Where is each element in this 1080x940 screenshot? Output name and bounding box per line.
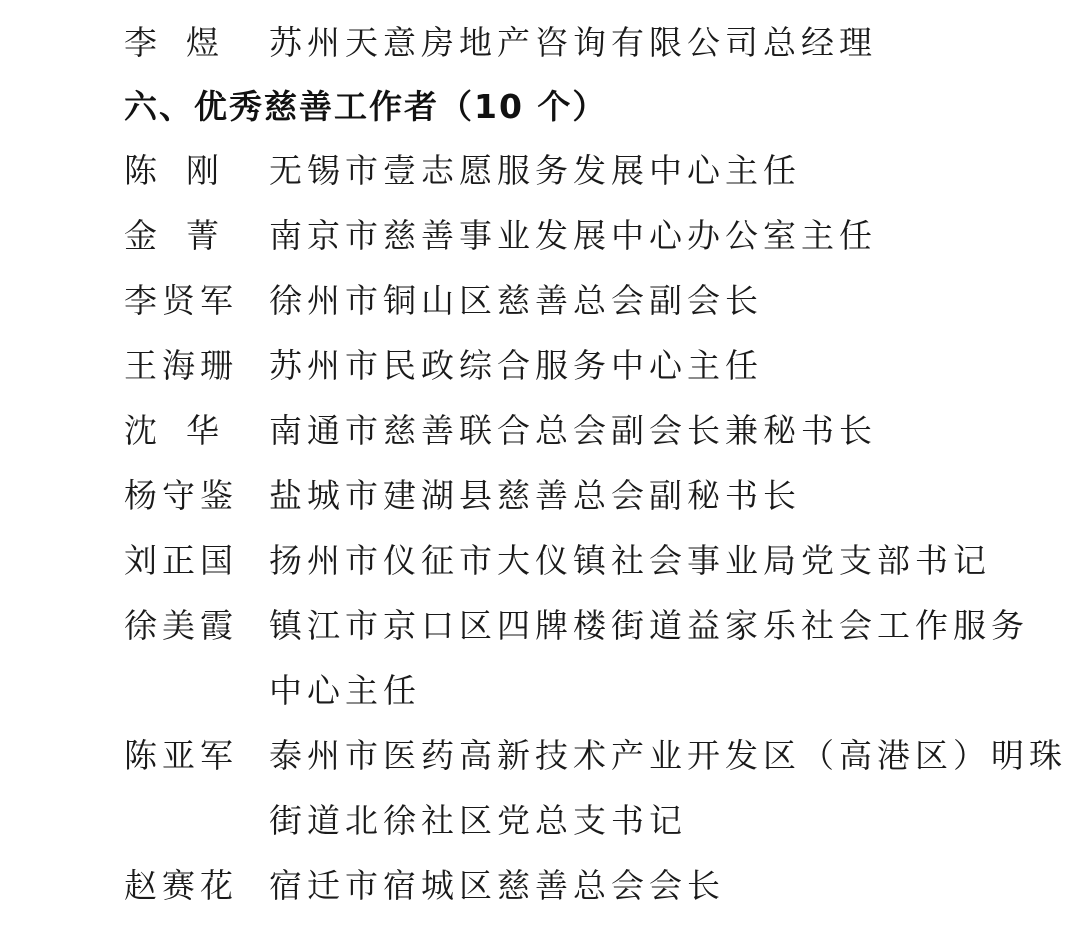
section-heading: 六、优秀慈善工作者（10 个） <box>124 86 608 126</box>
list-item <box>124 851 725 915</box>
person-role: 苏州市民政综合服务中心主任 <box>269 345 763 385</box>
list-item <box>124 136 801 200</box>
person-name <box>124 145 224 192</box>
person-role-continuation: 街道北徐社区党总支书记 <box>269 800 687 840</box>
person-role: 徐州市铜山区慈善总会副会长 <box>269 280 763 320</box>
person-role: 泰州市医药高新技术产业开发区（高港区）明珠 <box>269 735 1067 775</box>
list-item <box>124 396 877 460</box>
name-char: 金 <box>124 215 162 255</box>
person-name <box>124 17 224 64</box>
list-item <box>124 201 877 265</box>
name-char: 煜 <box>186 22 224 62</box>
person-name: 徐美霞 <box>124 605 238 645</box>
person-name: 赵赛花 <box>124 865 238 905</box>
name-char: 刚 <box>186 150 224 190</box>
person-role: 无锡市壹志愿服务发展中心主任 <box>269 150 801 190</box>
person-name: 杨守鉴 <box>124 475 238 515</box>
list-item <box>124 721 1067 785</box>
person-role: 南京市慈善事业发展中心办公室主任 <box>269 215 877 255</box>
person-role: 扬州市仪征市大仪镇社会事业局党支部书记 <box>269 540 991 580</box>
name-char: 李 <box>124 22 162 62</box>
person-name: 陈亚军 <box>124 735 238 775</box>
person-name: 李贤军 <box>124 280 238 320</box>
person-role: 镇江市京口区四牌楼街道益家乐社会工作服务 <box>269 605 1029 645</box>
list-item <box>124 331 763 395</box>
person-name: 刘正国 <box>124 540 238 580</box>
name-char: 华 <box>186 410 224 450</box>
list-item <box>124 8 877 72</box>
person-role: 宿迁市宿城区慈善总会会长 <box>269 865 725 905</box>
list-item <box>124 591 1029 655</box>
person-name <box>124 210 224 257</box>
person-role: 盐城市建湖县慈善总会副秘书长 <box>269 475 801 515</box>
list-item <box>124 526 991 590</box>
list-item <box>124 461 801 525</box>
person-name: 王海珊 <box>124 345 238 385</box>
person-name <box>124 405 224 452</box>
name-char: 菁 <box>186 215 224 255</box>
person-role: 苏州天意房地产咨询有限公司总经理 <box>269 22 877 62</box>
person-role: 南通市慈善联合总会副会长兼秘书长 <box>269 410 877 450</box>
name-char: 沈 <box>124 410 162 450</box>
person-role-continuation: 中心主任 <box>269 670 421 710</box>
name-char: 陈 <box>124 150 162 190</box>
list-item <box>124 266 763 330</box>
